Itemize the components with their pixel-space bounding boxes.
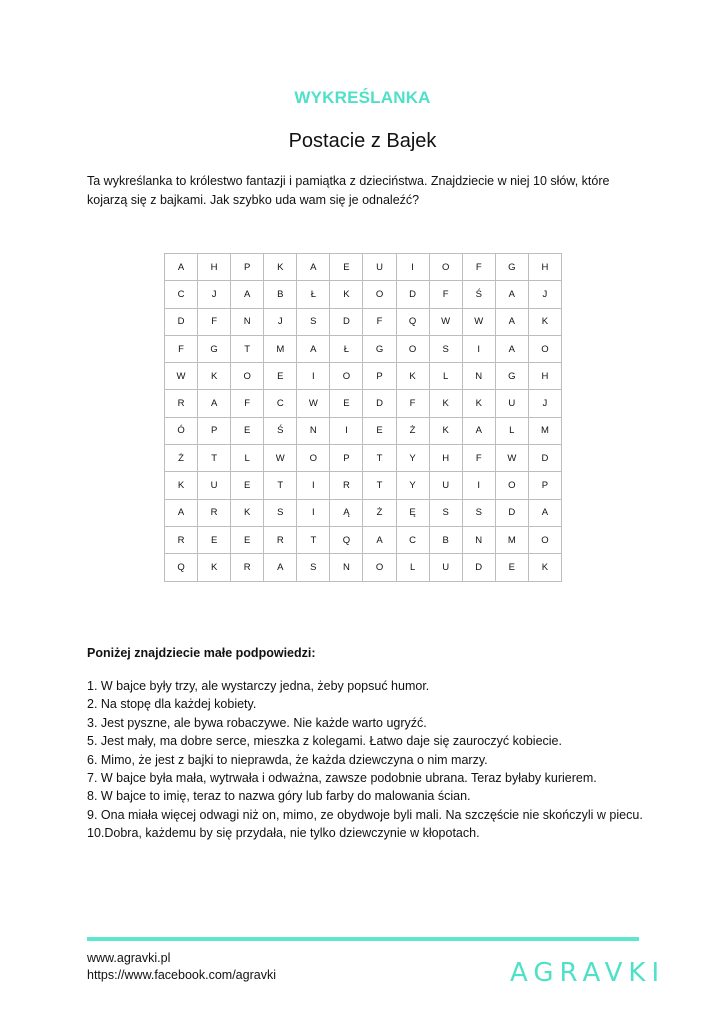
grid-cell: W	[495, 445, 528, 472]
grid-cell: T	[363, 472, 396, 499]
grid-row	[165, 254, 562, 281]
grid-cell: Ó	[165, 417, 198, 444]
grid-cell: W	[165, 363, 198, 390]
grid-cell: T	[297, 526, 330, 553]
grid-cell: N	[231, 308, 264, 335]
grid-cell: P	[198, 417, 231, 444]
grid-cell: O	[231, 363, 264, 390]
grid-cell: A	[165, 254, 198, 281]
grid-cell: K	[429, 390, 462, 417]
grid-cell: P	[231, 254, 264, 281]
grid-cell: W	[429, 308, 462, 335]
hint-item: 2. Na stopę dla każdej kobiety.	[87, 697, 257, 712]
grid-cell: O	[495, 472, 528, 499]
grid-cell: Q	[330, 526, 363, 553]
grid-cell: A	[495, 281, 528, 308]
grid-cell: Ł	[330, 335, 363, 362]
grid-cell: Ż	[396, 417, 429, 444]
grid-row	[165, 499, 562, 526]
grid-cell: A	[363, 526, 396, 553]
hints-list	[87, 677, 647, 843]
grid-cell: Ż	[363, 499, 396, 526]
grid-cell: G	[495, 363, 528, 390]
grid-cell: O	[363, 281, 396, 308]
grid-cell: W	[297, 390, 330, 417]
grid-cell: Ł	[297, 281, 330, 308]
page-subtitle: Postacie z Bajek	[288, 130, 437, 152]
grid-cell: A	[297, 335, 330, 362]
grid-cell: I	[297, 472, 330, 499]
grid-cell: W	[264, 445, 297, 472]
grid-cell: B	[429, 526, 462, 553]
grid-cell: D	[528, 445, 561, 472]
grid-cell: N	[330, 554, 363, 581]
grid-cell: O	[528, 335, 561, 362]
grid-cell: L	[231, 445, 264, 472]
grid-cell: P	[363, 363, 396, 390]
grid-cell: F	[462, 445, 495, 472]
grid-cell: Ś	[462, 281, 495, 308]
grid-cell: Q	[165, 554, 198, 581]
grid-cell: P	[330, 445, 363, 472]
grid-cell: Ę	[396, 499, 429, 526]
grid-cell: G	[198, 335, 231, 362]
grid-cell: E	[495, 554, 528, 581]
grid-cell: K	[165, 472, 198, 499]
grid-cell: O	[297, 445, 330, 472]
grid-cell: A	[495, 335, 528, 362]
grid-cell: J	[528, 281, 561, 308]
grid-cell: Y	[396, 472, 429, 499]
grid-cell: S	[429, 335, 462, 362]
grid-cell: S	[462, 499, 495, 526]
grid-cell: E	[231, 472, 264, 499]
grid-cell: E	[231, 526, 264, 553]
grid-cell: D	[396, 281, 429, 308]
grid-cell: R	[165, 390, 198, 417]
grid-cell: F	[462, 254, 495, 281]
grid-cell: E	[198, 526, 231, 553]
grid-cell: K	[396, 363, 429, 390]
grid-cell: I	[297, 363, 330, 390]
grid-cell: E	[264, 363, 297, 390]
grid-cell: G	[495, 254, 528, 281]
grid-cell: I	[297, 499, 330, 526]
grid-cell: K	[528, 554, 561, 581]
grid-cell: K	[528, 308, 561, 335]
grid-cell: J	[198, 281, 231, 308]
grid-row	[165, 308, 562, 335]
footer-divider	[87, 937, 639, 941]
grid-cell: Y	[396, 445, 429, 472]
grid-cell: U	[429, 554, 462, 581]
grid-cell: M	[528, 417, 561, 444]
grid-cell: K	[462, 390, 495, 417]
grid-cell: S	[297, 308, 330, 335]
grid-cell: A	[264, 554, 297, 581]
grid-cell: D	[165, 308, 198, 335]
grid-cell: K	[264, 254, 297, 281]
grid-cell: M	[495, 526, 528, 553]
grid-row	[165, 363, 562, 390]
word-search-grid	[164, 253, 562, 582]
grid-cell: F	[231, 390, 264, 417]
grid-cell: D	[330, 308, 363, 335]
grid-cell: O	[363, 554, 396, 581]
grid-cell: I	[396, 254, 429, 281]
hint-item: 10.Dobra, każdemu by się przydała, nie tylko dziewczynie w kłopotach.	[87, 826, 480, 841]
grid-cell: D	[363, 390, 396, 417]
grid-cell: A	[165, 499, 198, 526]
grid-cell: R	[198, 499, 231, 526]
grid-row	[165, 472, 562, 499]
grid-cell: Ą	[330, 499, 363, 526]
intro-text: Ta wykreślanka to królestwo fantazji i pamiątka z dzieciństwa. Znajdziecie w niej 10 słów, które kojarzą się z bajkami. Jak szybko uda wam się je odnaleźć?	[87, 174, 610, 207]
hint-item: 6. Mimo, że jest z bajki to nieprawda, że każda dziewczyna o nim marzy.	[87, 752, 488, 767]
grid-cell: P	[528, 472, 561, 499]
grid-cell: G	[363, 335, 396, 362]
grid-cell: Ż	[165, 445, 198, 472]
grid-cell: W	[462, 308, 495, 335]
hints-title: Poniżej znajdziecie małe podpowiedzi:	[87, 646, 316, 660]
grid-cell: N	[297, 417, 330, 444]
hint-item: 7. W bajce była mała, wytrwała i odważna, zawsze podobnie ubrana. Teraz byłaby kurierem.	[87, 771, 597, 786]
grid-cell: F	[396, 390, 429, 417]
grid-row	[165, 526, 562, 553]
grid-cell: Ś	[264, 417, 297, 444]
grid-row	[165, 417, 562, 444]
grid-cell: L	[495, 417, 528, 444]
hint-item: 1. W bajce były trzy, ale wystarczy jedna, żeby popsuć humor.	[87, 679, 430, 693]
grid-cell: S	[264, 499, 297, 526]
grid-cell: U	[429, 472, 462, 499]
grid-cell: A	[231, 281, 264, 308]
grid-cell: H	[528, 254, 561, 281]
grid-cell: U	[363, 254, 396, 281]
grid-cell: E	[330, 390, 363, 417]
grid-cell: L	[429, 363, 462, 390]
grid-cell: E	[363, 417, 396, 444]
hint-item: 5. Jest mały, ma dobre serce, mieszka z kolegami. Łatwo daje się zauroczyć kobiecie.	[87, 734, 562, 749]
grid-cell: F	[165, 335, 198, 362]
grid-cell: D	[462, 554, 495, 581]
grid-row	[165, 554, 562, 581]
grid-cell: B	[264, 281, 297, 308]
grid-cell: M	[264, 335, 297, 362]
grid-cell: A	[297, 254, 330, 281]
grid-cell: A	[462, 417, 495, 444]
grid-cell: F	[198, 308, 231, 335]
grid-cell: C	[396, 526, 429, 553]
grid-cell: O	[396, 335, 429, 362]
grid-cell: K	[198, 363, 231, 390]
grid-cell: I	[462, 335, 495, 362]
grid-cell: F	[429, 281, 462, 308]
grid-row	[165, 281, 562, 308]
grid-cell: Q	[396, 308, 429, 335]
grid-cell: C	[165, 281, 198, 308]
footer-links	[87, 950, 276, 984]
grid-cell: H	[528, 363, 561, 390]
grid-cell: K	[198, 554, 231, 581]
grid-cell: H	[429, 445, 462, 472]
grid-cell: J	[264, 308, 297, 335]
facebook-link[interactable]: https://www.facebook.com/agravki	[87, 968, 276, 982]
grid-cell: T	[363, 445, 396, 472]
grid-cell: R	[330, 472, 363, 499]
grid-cell: N	[462, 526, 495, 553]
grid-cell: U	[198, 472, 231, 499]
grid-cell: R	[165, 526, 198, 553]
grid-cell: A	[198, 390, 231, 417]
grid-cell: T	[198, 445, 231, 472]
grid-row	[165, 335, 562, 362]
grid-row	[165, 445, 562, 472]
grid-cell: J	[528, 390, 561, 417]
grid-cell: O	[330, 363, 363, 390]
grid-cell: L	[396, 554, 429, 581]
grid-cell: K	[231, 499, 264, 526]
grid-cell: O	[429, 254, 462, 281]
page-title: WYKREŚLANKA	[294, 88, 431, 107]
grid-cell: N	[462, 363, 495, 390]
grid-cell: K	[429, 417, 462, 444]
grid-cell: I	[462, 472, 495, 499]
website-link[interactable]: www.agravki.pl	[87, 951, 171, 965]
grid-cell: H	[198, 254, 231, 281]
grid-cell: I	[330, 417, 363, 444]
grid-cell: S	[297, 554, 330, 581]
grid-cell: E	[330, 254, 363, 281]
grid-cell: E	[231, 417, 264, 444]
agravki-logo: AGRAVKI	[510, 958, 666, 988]
grid-cell: A	[528, 499, 561, 526]
hint-item: 8. W bajce to imię, teraz to nazwa góry lub farby do malowania ścian.	[87, 789, 471, 804]
grid-cell: T	[231, 335, 264, 362]
grid-cell: R	[231, 554, 264, 581]
grid-cell: O	[528, 526, 561, 553]
grid-cell: A	[495, 308, 528, 335]
grid-cell: S	[429, 499, 462, 526]
grid-cell: K	[330, 281, 363, 308]
grid-cell: U	[495, 390, 528, 417]
hint-item: 3. Jest pyszne, ale bywa robaczywe. Nie każde warto ugryźć.	[87, 715, 427, 730]
hint-item: 9. Ona miała więcej odwagi niż on, mimo, ze obydwoje byli mali. Na szczęście nie skończyli w piecu.	[87, 807, 643, 822]
grid-cell: C	[264, 390, 297, 417]
grid-cell: D	[495, 499, 528, 526]
grid-cell: R	[264, 526, 297, 553]
grid-row	[165, 390, 562, 417]
grid-cell: F	[363, 308, 396, 335]
grid-cell: T	[264, 472, 297, 499]
